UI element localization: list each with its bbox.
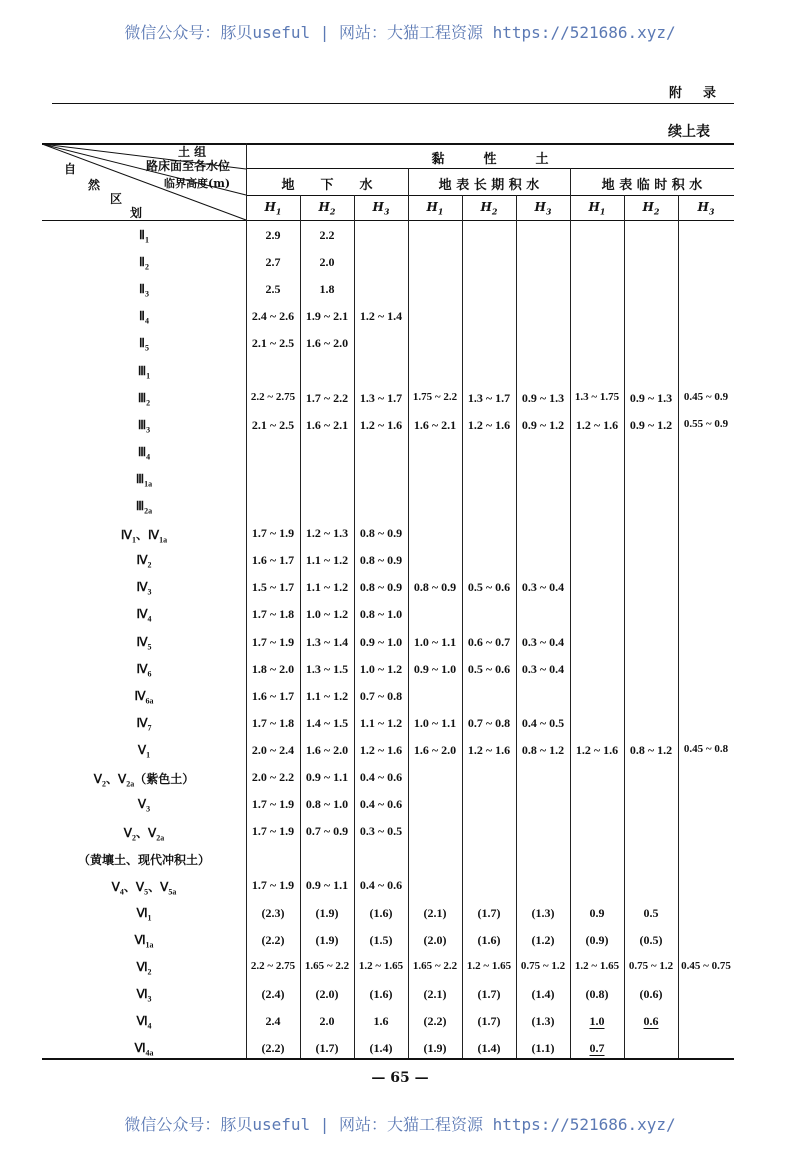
table-cell: 1.6 ~ 2.0 [413,742,457,757]
table-cell: (2.2) [261,1041,285,1055]
label-subscript: 3 [147,994,152,1004]
table-cell: 1.9 ~ 2.1 [305,309,349,324]
label-text: Ⅴ [135,880,145,895]
subheader-H3 [354,200,408,216]
table-cell: 0.8 ~ 1.0 [359,607,403,622]
label-subscript: 3 [708,206,715,217]
label-text: Ⅳ [136,607,148,622]
label-subscript: 1a [159,535,168,545]
label-text: H [534,200,546,214]
table-cell: (2.4) [261,986,285,1001]
label-subscript: 1 [131,535,136,545]
label-text: 、 [135,826,148,841]
column-divider [246,143,247,1058]
table-cell: 1.3 ~ 1.4 [305,634,349,649]
label-text: （紫色土） [134,772,195,786]
table-cell: 1.6 ~ 2.0 [305,336,349,351]
label-text: Ⅳ [136,661,148,676]
column-divider [462,195,463,1058]
table-cell: 0.75 ~ 1.2 [628,959,674,972]
table-cell: (0.9) [585,932,609,947]
subheader-H2 [300,200,354,216]
label-subscript: 3 [146,425,151,435]
label-text: Ⅲ [137,390,147,405]
table-cell: 1.1 ~ 1.2 [359,715,403,730]
column-divider [516,195,517,1058]
table-cell: 1.2 ~ 1.6 [359,417,403,432]
table-cell: 1.0 ~ 1.1 [413,715,457,730]
continued-label: 续上表 [668,124,710,140]
row-label [42,228,246,244]
table-cell: 1.0 ~ 1.2 [359,661,403,676]
table-cell: (1.3) [531,1013,555,1028]
table-cell: (0.8) [585,986,609,1001]
label-subscript: 3 [545,206,552,217]
label-text: Ⅳ [148,528,160,543]
label-text: H [264,200,276,214]
column-divider [570,168,571,1058]
corner-region-char: 划 [130,206,143,220]
label-text: Ⅱ [139,336,145,351]
table-bottom-rule [42,1058,734,1060]
row-label [42,553,246,569]
column-divider [624,195,625,1058]
label-subscript: 4 [119,887,124,897]
table-cell: (2.1) [423,905,447,920]
table-cell: 1.7 ~ 1.9 [251,824,295,839]
row-label [42,364,246,380]
table-cell: 2.1 ~ 2.5 [251,336,295,351]
table-cell: 1.6 [373,1013,389,1028]
table-cell: (1.9) [315,932,339,947]
table-cell: 0.45 ~ 0.75 [681,959,731,972]
table-cell: 0.5 ~ 0.6 [467,661,511,676]
row-label [42,472,246,488]
label-subscript: 4 [144,316,149,326]
label-subscript: 3 [146,804,151,814]
row-label [42,906,246,922]
table-cell: (2.3) [261,905,285,920]
table-cell: 1.0 [589,1013,605,1028]
table-cell: (1.9) [423,1041,447,1055]
corner-region-char: 自 [64,162,77,176]
subheader-H2 [624,200,678,216]
label-text: Ⅴ [111,880,120,895]
label-subscript: 4 [147,1021,152,1031]
table-cell: 1.6 ~ 2.0 [305,742,349,757]
label-text: Ⅴ [93,772,102,786]
label-subscript: 2a [156,833,165,843]
column-divider [354,195,355,1058]
label-text: H [588,200,600,214]
table-cell: 0.8 ~ 0.9 [359,526,403,541]
label-text: H [318,200,330,214]
table-cell: 0.3 ~ 0.4 [521,634,565,649]
row-label [42,716,246,732]
corner-soil-group: 土 组 [178,145,207,159]
table-cell: (0.6) [639,986,663,1001]
table-cell: (2.0) [423,932,447,947]
table-cell: 0.3 ~ 0.4 [521,661,565,676]
label-text: Ⅴ [160,880,169,895]
table-cell: 0.9 ~ 1.3 [629,390,673,405]
label-subscript: 2a [126,779,135,789]
table-cell: 1.4 ~ 1.5 [305,715,349,730]
label-text: Ⅳ [136,580,148,595]
row-label [42,445,246,461]
corner-line3: 临界高度(m) [164,177,231,190]
table-cell: 1.7 ~ 1.8 [251,607,295,622]
row-label [42,499,246,515]
table-cell: (1.5) [369,932,393,947]
label-subscript: 2 [653,206,660,217]
label-subscript: 2 [144,262,149,272]
label-text: Ⅱ [139,255,145,270]
table-cell: 1.3 ~ 1.7 [467,390,511,405]
table-cell: 0.6 ~ 0.7 [467,634,511,649]
row-label [42,1014,246,1030]
label-subscript: 4 [146,452,151,462]
label-text: Ⅵ [136,959,148,974]
table-cell: (1.4) [369,1041,393,1055]
table-cell: 1.2 ~ 1.6 [467,417,511,432]
row-label [42,580,246,596]
table-cell: 0.3 ~ 0.4 [521,580,565,595]
label-subscript: 2 [131,833,136,843]
table-cell: 1.2 ~ 1.3 [305,526,349,541]
table-cell: (1.6) [477,932,501,947]
label-subscript: 2a [144,506,153,516]
table-cell: 0.7 ~ 0.8 [359,688,403,703]
row-label [42,282,246,298]
label-text: （黄壤土、现代冲积土） [77,853,210,868]
table-cell: (1.3) [531,905,555,920]
corner-region-char: 然 [88,178,101,192]
label-text: Ⅳ [136,634,148,649]
label-text: H [372,200,384,214]
page-number: — 65 — [371,1070,429,1086]
table-cell: 1.2 ~ 1.6 [575,742,619,757]
row-label [42,933,246,949]
label-text: Ⅱ [139,309,145,324]
table-cell: 0.9 ~ 1.3 [521,390,565,405]
table-cell: 1.1 ~ 1.2 [305,580,349,595]
table-cell: 0.4 ~ 0.6 [359,770,403,784]
table-cell: (2.0) [315,986,339,1001]
label-subscript: 2 [147,560,152,570]
label-subscript: 2 [147,967,152,977]
table-cell: 0.75 ~ 1.2 [520,959,566,972]
label-text: 、 [135,528,148,543]
row-label [42,878,246,896]
label-text: Ⅴ [148,826,157,841]
table-cell: 0.4 ~ 0.5 [521,715,565,730]
label-subscript: 1 [146,370,151,380]
label-subscript: 2 [146,397,151,407]
label-subscript: 1 [275,206,282,217]
label-subscript: 1 [437,206,444,217]
table-cell: 1.7 ~ 1.9 [251,634,295,649]
label-text: Ⅳ [120,528,132,543]
table-cell: 0.9 ~ 1.2 [521,417,565,432]
label-subscript: 6a [145,696,154,706]
table-cell: 2.0 ~ 2.4 [251,742,295,757]
table-cell: 1.6 ~ 1.7 [251,553,295,568]
table-cell: 0.6 [643,1013,659,1028]
table-cell: 0.7 ~ 0.9 [305,824,349,839]
table-cell: 0.8 ~ 1.2 [521,742,565,757]
table-cell: 1.3 ~ 1.7 [359,390,403,405]
table-cell: 1.2 ~ 1.4 [359,309,403,324]
group-header-long-term: 地 表 长 期 积 水 [438,178,540,193]
table-cell: (2.2) [261,932,285,947]
table-cell: 1.2 ~ 1.6 [575,417,619,432]
label-text: Ⅱ [139,228,145,242]
table-cell: 2.5 [265,282,281,297]
label-text: H [426,200,438,214]
corner-region-char: 区 [110,192,123,206]
table-cell: 1.7 ~ 1.9 [251,797,295,812]
label-text: Ⅴ [137,742,147,757]
label-subscript: 3 [147,587,152,597]
row-label [42,662,246,678]
column-divider [678,195,679,1058]
table-cell: 2.2 ~ 2.75 [250,390,296,403]
label-text: Ⅴ [123,826,132,841]
label-subscript: 2 [329,206,336,217]
table-cell: (1.6) [369,905,393,920]
label-text: 、 [148,880,161,895]
label-text: Ⅲ [137,363,147,378]
table-cell: 0.4 ~ 0.6 [359,797,403,812]
table-cell: 0.9 ~ 1.2 [629,417,673,432]
table-cell: 0.8 ~ 0.9 [359,553,403,568]
table-cell: 0.8 ~ 0.9 [359,580,403,595]
label-text: Ⅵ [136,905,148,920]
group-header-groundwater: 地 下 水 [281,178,373,193]
label-subscript: 5a [168,887,177,897]
subheader-H3 [516,200,570,216]
label-subscript: 5 [147,641,152,651]
row-label [42,309,246,325]
table-cell: (1.7) [477,1013,501,1028]
label-text: Ⅴ [137,797,147,812]
label-subscript: 3 [383,206,390,217]
row-label [42,851,246,868]
table-cell: 1.2 ~ 1.65 [574,959,620,972]
label-text: Ⅲ [135,499,145,513]
table-cell: 0.9 ~ 1.1 [305,770,349,784]
label-text: 、 [105,772,118,786]
corner-line2: 路床面至各水位 [146,159,231,173]
column-divider [408,168,409,1058]
row-label [42,635,246,651]
row-label [42,607,246,623]
group-header-temporary: 地 表 临 时 积 水 [601,178,703,193]
table-cell: 2.0 [319,1013,335,1028]
row-label [42,960,246,976]
label-subscript: 1 [144,235,149,245]
table-cell: 0.7 [589,1041,605,1055]
table-cell: (0.5) [639,932,663,947]
row-label [42,987,246,1003]
table-cell: (1.7) [477,986,501,1001]
row-label [42,797,246,813]
row-label [42,255,246,271]
table-cell: 1.2 ~ 1.6 [467,742,511,757]
table-cell: 1.7 ~ 1.8 [251,715,295,730]
table-cell: (2.2) [423,1013,447,1028]
table-cell: 0.8 ~ 1.0 [305,797,349,812]
label-subscript: 4 [147,614,152,624]
label-text: Ⅵ [136,986,148,1001]
table-cell: 1.8 [319,282,335,297]
table-cell: 0.8 ~ 0.9 [413,580,457,595]
row-label [42,824,246,842]
column-divider [300,195,301,1058]
label-text: H [480,200,492,214]
label-subscript: 3 [144,289,149,299]
label-text: Ⅳ [136,715,148,730]
subheader-H3 [678,200,734,216]
table-cell: 1.2 ~ 1.65 [466,959,512,972]
table-cell: (1.7) [477,905,501,920]
label-subscript: 2 [101,779,106,789]
table-cell: 1.7 ~ 2.2 [305,390,349,405]
label-text: Ⅲ [135,471,145,486]
row-label [42,336,246,352]
table-cell: 1.6 ~ 1.7 [251,688,295,703]
table-cell: 1.6 ~ 2.1 [305,417,349,432]
table-cell: 0.3 ~ 0.5 [359,824,403,839]
table-cell: (1.9) [315,905,339,920]
subheader-H1 [570,200,624,216]
table-cell: (1.4) [477,1041,501,1055]
table-cell: 0.45 ~ 0.9 [683,390,729,403]
label-text: Ⅵ [134,1041,146,1055]
table-cell: 2.2 [319,228,335,242]
label-subscript: 6 [147,668,152,678]
label-text: Ⅲ [137,444,147,459]
label-text: Ⅲ [137,417,147,432]
running-header: 附 录 [668,86,720,101]
label-subscript: 1a [145,939,154,949]
label-text: Ⅱ [139,282,145,297]
table-cell: 2.4 [265,1013,281,1028]
row-label [42,391,246,407]
label-text: Ⅳ [136,553,148,568]
table-cell: 1.6 ~ 2.1 [413,417,457,432]
table-cell: 1.2 ~ 1.65 [358,959,404,972]
table-cell: 1.3 ~ 1.75 [574,390,620,403]
header-rule [52,103,734,104]
label-text: Ⅵ [136,1013,148,1028]
table-cell: 1.2 ~ 1.6 [359,742,403,757]
row-label [42,770,246,788]
row-label [42,526,246,544]
table-cell: 0.4 ~ 0.6 [359,878,403,893]
table-cell: 0.7 ~ 0.8 [467,715,511,730]
divider [246,168,734,169]
table-cell: (1.7) [315,1041,339,1055]
divider [246,195,734,196]
table-cell: (1.4) [531,986,555,1001]
table-cell: 0.55 ~ 0.9 [683,417,729,430]
table-cell: 2.2 ~ 2.75 [250,959,296,972]
row-label [42,689,246,705]
subheader-H1 [408,200,462,216]
table-cell: 2.4 ~ 2.6 [251,309,295,324]
subheader-H1 [246,200,300,216]
label-text: H [642,200,654,214]
table-cell: 0.9 ~ 1.1 [305,878,349,893]
table-cell: 0.9 ~ 1.0 [413,661,457,676]
row-label [42,743,246,759]
table-cell: 1.65 ~ 2.2 [412,959,458,972]
table-cell: 0.45 ~ 0.8 [683,742,729,755]
table-cell: 1.65 ~ 2.2 [304,959,350,972]
table-cell: (1.1) [531,1041,555,1055]
table-cell: 2.1 ~ 2.5 [251,417,295,432]
label-subscript: 4a [145,1048,154,1058]
label-subscript: 2 [491,206,498,217]
row-label [42,418,246,434]
table-cell: 0.8 ~ 1.2 [629,742,673,757]
table-cell: 1.0 ~ 1.1 [413,634,457,649]
label-subscript: 5 [144,887,149,897]
table-cell: 2.0 [319,255,335,270]
label-text: H [697,200,709,214]
label-subscript: 1 [147,912,152,922]
table-cell: 1.0 ~ 1.2 [305,607,349,622]
table-cell: 1.7 ~ 1.9 [251,526,295,541]
table-cell: (2.1) [423,986,447,1001]
label-subscript: 5 [144,343,149,353]
label-text: Ⅴ [118,772,127,786]
table-cell: 1.1 ~ 1.2 [305,688,349,703]
table-cell: 0.5 [643,905,659,920]
label-text: Ⅳ [134,688,146,703]
table-cell: 1.7 ~ 1.9 [251,878,295,893]
soil-type-header: 黏 性 土 [431,152,549,167]
table-cell: 2.7 [265,255,281,270]
table-cell: 2.9 [265,228,281,242]
table-cell: 0.9 [589,905,605,920]
table-cell: 1.8 ~ 2.0 [251,661,295,676]
table-cell: 0.9 ~ 1.0 [359,634,403,649]
table-cell: (1.6) [369,986,393,1001]
label-subscript: 7 [147,723,152,733]
label-subscript: 1a [144,479,153,489]
label-text: 、 [123,880,136,895]
table-cell: 1.75 ~ 2.2 [412,390,458,403]
table-cell: 2.0 ~ 2.2 [251,770,295,784]
table-cell: 1.5 ~ 1.7 [251,580,295,595]
watermark-bottom: 微信公众号：豚贝useful | 网站：大猫工程资源 https://521686.xyz/ [124,1115,676,1134]
label-subscript: 1 [599,206,606,217]
watermark-top: 微信公众号：豚贝useful | 网站：大猫工程资源 https://521686.xyz/ [124,23,676,42]
label-text: Ⅵ [134,932,146,947]
table-cell: (1.2) [531,932,555,947]
label-subscript: 1 [146,750,151,760]
table-cell: 1.3 ~ 1.5 [305,661,349,676]
row-label [42,1041,246,1057]
table-cell: 1.1 ~ 1.2 [305,553,349,568]
table-cell: 0.5 ~ 0.6 [467,580,511,595]
subheader-H2 [462,200,516,216]
